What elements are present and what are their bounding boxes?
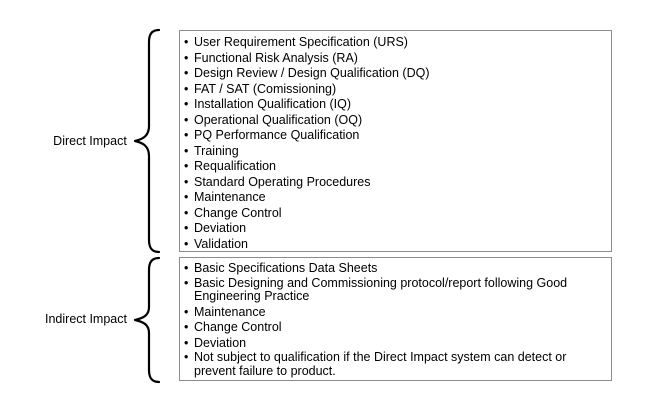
list-item-text: Operational Qualification (OQ) <box>194 112 363 127</box>
list-item <box>184 113 607 129</box>
list-item <box>184 35 607 51</box>
bullet-icon: • <box>184 35 189 49</box>
list-item-text: Change Control <box>194 320 282 334</box>
direct-impact-brace <box>130 28 160 254</box>
list-item-text: Deviation <box>194 221 247 235</box>
list-item-text: Design Review / Design Qualification (DQ) <box>194 66 430 80</box>
list-item <box>184 82 607 98</box>
list-item-text: Standard Operating Procedures <box>194 174 371 189</box>
indirect-impact-box <box>179 257 612 381</box>
list-item-text: User Requirement Specification (URS) <box>194 35 408 49</box>
bullet-icon: • <box>184 81 189 96</box>
bullet-icon: • <box>184 275 189 290</box>
list-item <box>184 144 607 160</box>
list-item <box>184 97 607 113</box>
list-item <box>184 51 607 67</box>
bullet-icon: • <box>184 205 189 220</box>
list-item-text: PQ Performance Qualification <box>194 128 360 142</box>
bullet-icon: • <box>184 66 189 80</box>
direct-impact-label: Direct Impact <box>53 134 127 148</box>
list-item <box>184 190 607 206</box>
bullet-icon: • <box>184 304 189 319</box>
list-item <box>184 336 607 352</box>
list-item <box>184 206 607 222</box>
bullet-icon: • <box>184 261 189 275</box>
list-item <box>184 221 607 237</box>
bullet-icon: • <box>184 97 189 111</box>
bullet-icon: • <box>184 320 189 334</box>
list-item <box>184 305 607 321</box>
list-item-text: Functional Risk Analysis (RA) <box>194 50 358 65</box>
list-item-text: Maintenance <box>194 190 266 204</box>
list-item-text: Training <box>194 143 239 158</box>
bullet-icon: • <box>184 50 189 65</box>
list-item <box>184 261 607 277</box>
list-item-text: Requalification <box>194 159 276 173</box>
direct-impact-list <box>184 35 607 252</box>
indirect-impact-brace <box>130 256 160 384</box>
list-item <box>184 159 607 175</box>
list-item <box>184 128 607 144</box>
list-item <box>184 351 607 378</box>
list-item-text: Validation <box>194 236 248 251</box>
bullet-icon: • <box>184 190 189 204</box>
list-item-text: Not subject to qualification if the Direct Impact system can detect or prevent failure to product. <box>194 350 567 378</box>
list-item-text: Deviation <box>194 335 247 350</box>
bullet-icon: • <box>184 159 189 173</box>
bullet-icon: • <box>184 221 189 235</box>
list-item-text: FAT / SAT (Comissioning) <box>194 81 337 96</box>
list-item <box>184 277 607 304</box>
list-item-text: Change Control <box>194 205 282 220</box>
list-item <box>184 66 607 82</box>
bullet-icon: • <box>184 112 189 127</box>
bullet-icon: • <box>184 335 189 350</box>
list-item-text: Basic Specifications Data Sheets <box>194 261 378 275</box>
direct-impact-box <box>179 30 612 252</box>
indirect-impact-label: Indirect Impact <box>45 312 127 326</box>
list-item <box>184 237 607 253</box>
list-item <box>184 320 607 336</box>
bullet-icon: • <box>184 236 189 251</box>
bullet-icon: • <box>184 350 189 364</box>
list-item-text: Installation Qualification (IQ) <box>194 97 352 111</box>
bullet-icon: • <box>184 174 189 189</box>
list-item <box>184 175 607 191</box>
bullet-icon: • <box>184 128 189 142</box>
list-item-text: Maintenance <box>194 304 266 319</box>
list-item-text: Basic Designing and Commissioning protocol/report following Good Engineering Practice <box>194 275 568 303</box>
indirect-impact-list <box>184 261 607 378</box>
bullet-icon: • <box>184 143 189 158</box>
